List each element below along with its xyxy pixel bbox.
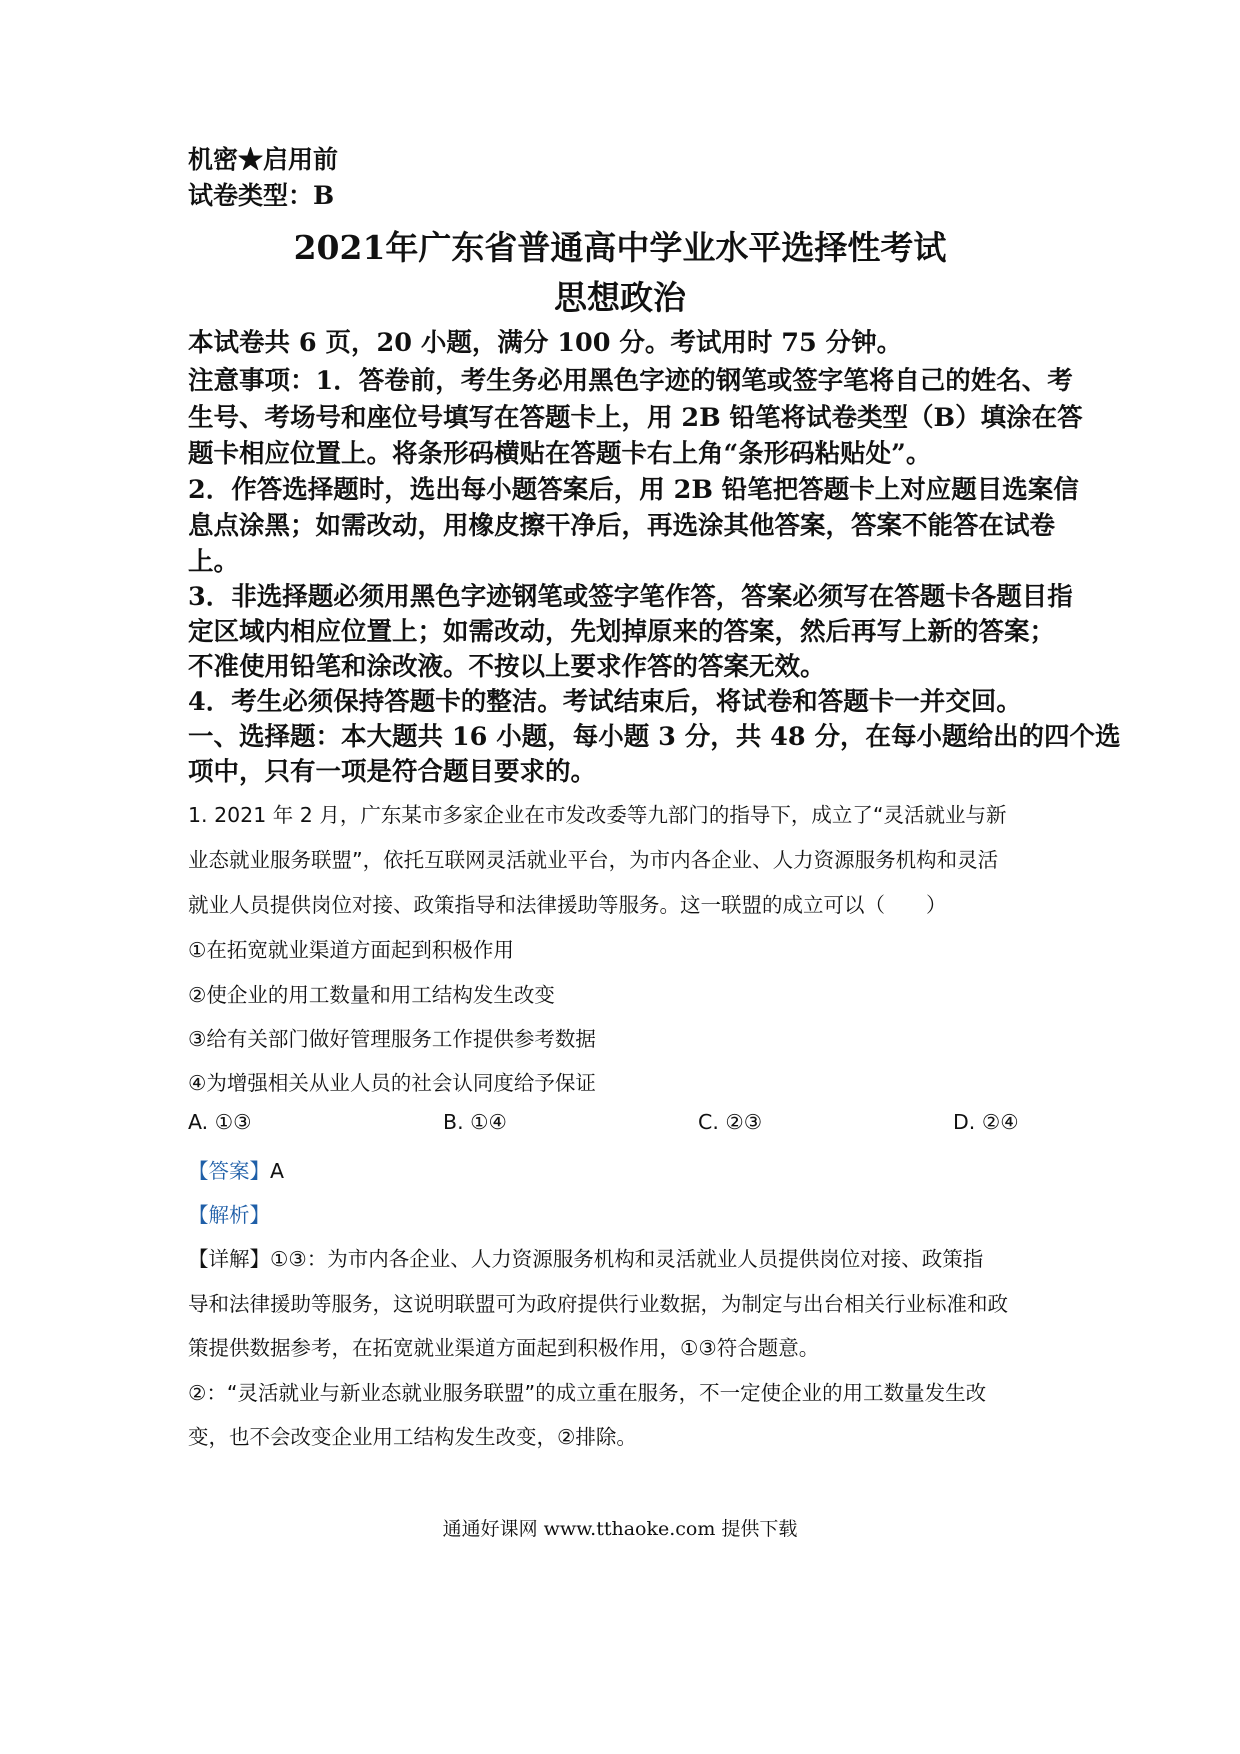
notice-line: 2．作答选择题时，选出每小题答案后，用 2B 铅笔把答题卡上对应题目选案信 [188,475,1079,505]
detail-line [188,1242,983,1272]
detail-line: ②：“灵活就业与新业态就业服务联盟”的成立重在服务，不一定使企业的用工数量发生改 [188,1381,987,1405]
statement-item: ④为增强相关从业人员的社会认同度给予保证 [188,1071,596,1095]
notice-line: 息点涂黑；如需改动，用橡皮擦干净后，再选涂其他答案，答案不能答在试卷 [188,511,1056,541]
answer-tag: 【答案】 [188,1159,270,1183]
notice-line: 4．考生必须保持答题卡的整洁。考试结束后，将试卷和答题卡一并交回。 [188,687,1022,717]
option-a: A. ①③ [188,1110,252,1134]
notice-line: 定区域内相应位置上；如需改动，先划掉原来的答案，然后再写上新的答案； [188,617,1056,647]
footer-source: 通通好课网 www.tthaoke.com 提供下载 [442,1518,798,1540]
detail-line: 变，也不会改变企业用工结构发生改变，②排除。 [188,1425,637,1449]
option-c: C. ②③ [698,1110,763,1134]
notice-line: 3．非选择题必须用黑色字迹钢笔或签字笔作答，答案必须写在答题卡各题目指 [188,582,1073,612]
detail-tag: 【详解】 [188,1247,270,1271]
question-stem-line: 业态就业服务联盟”，依托互联网灵活就业平台，为市内各企业、人力资源服务机构和灵活 [188,848,999,872]
option-d: D. ②④ [953,1110,1019,1134]
detail-line: 导和法律援助等服务，这说明联盟可为政府提供行业数据，为制定与出台相关行业标准和政 [188,1292,1008,1316]
question-stem-line: 1. 2021 年 2 月，广东某市多家企业在市发改委等九部门的指导下，成立了“灵活就业与新 [188,803,1007,827]
notice-line: 生号、考场号和座位号填写在答题卡上，用 2B 铅笔将试卷类型（B）填涂在答 [188,403,1083,433]
statement-item: ③给有关部门做好管理服务工作提供参考数据 [188,1027,596,1051]
notice-line: 注意事项：1．答卷前，考生务必用黑色字迹的钢笔或签字笔将自己的姓名、考 [188,366,1073,396]
subject-title: 思想政治 [554,278,686,317]
notice-line: 上。 [188,547,240,577]
statement-item: ②使企业的用工数量和用工结构发生改变 [188,983,555,1007]
statement-item: ①在拓宽就业渠道方面起到积极作用 [188,938,514,962]
paper-type: 试卷类型：B [188,181,335,210]
detail-text: ①③：为市内各企业、人力资源服务机构和灵活就业人员提供岗位对接、政策指 [270,1247,984,1271]
notice-line: 不准使用铅笔和涂改液。不按以上要求作答的答案无效。 [188,652,826,682]
exam-title: 2021年广东省普通高中学业水平选择性考试 [293,228,947,267]
notice-line: 题卡相应位置上。将条形码横贴在答题卡右上角“条形码粘贴处”。 [188,439,932,469]
confidential-mark: 机密★启用前 [188,145,339,174]
notice-line: 本试卷共 6 页，20 小题，满分 100 分。考试用时 75 分钟。 [188,328,903,358]
answer-line [188,1154,284,1184]
answer-value: A [270,1159,285,1183]
detail-line: 策提供数据参考，在拓宽就业渠道方面起到积极作用，①③符合题意。 [188,1336,820,1360]
section-heading: 一、选择题：本大题共 16 小题，每小题 3 分，共 48 分，在每小题给出的四个选 [188,722,1121,752]
option-b: B. ①④ [443,1110,507,1134]
question-stem-line: 就业人员提供岗位对接、政策指导和法律援助等服务。这一联盟的成立可以（ ） [188,893,947,917]
section-heading: 项中，只有一项是符合题目要求的。 [188,757,597,787]
analysis-tag: 【解析】 [188,1203,270,1227]
